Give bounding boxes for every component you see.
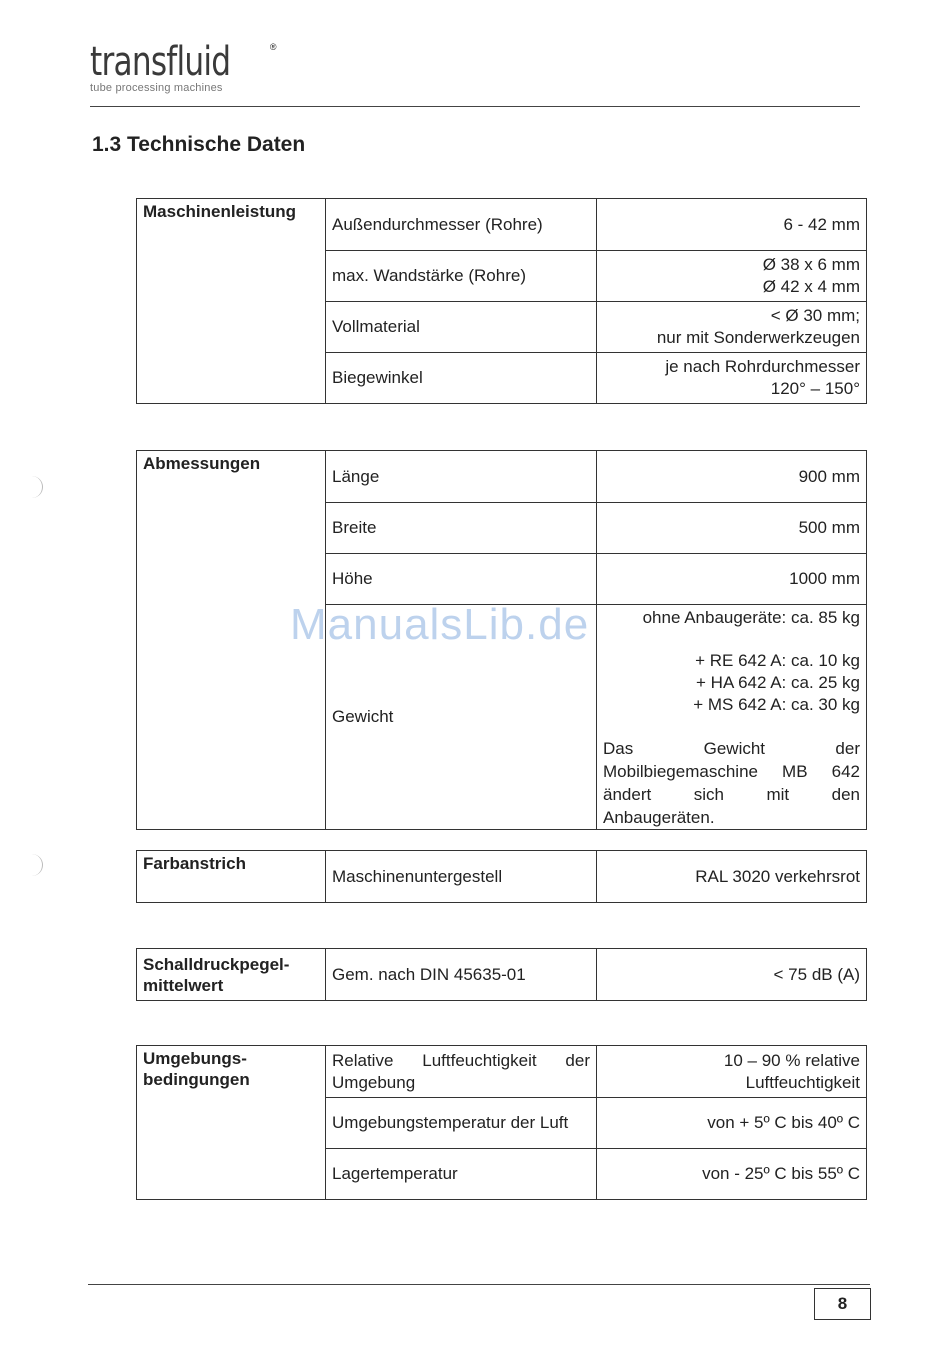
weight-value-cell (597, 605, 867, 830)
property-cell: Außendurchmesser (Rohre) (326, 199, 597, 251)
category-cell (137, 949, 326, 1001)
value-cell (597, 251, 867, 302)
value-cell: RAL 3020 verkehrsrot (597, 851, 867, 903)
scan-hole-mark (28, 476, 43, 498)
category-cell (137, 1046, 326, 1200)
value-cell: 1000 mm (597, 554, 867, 605)
value-cell: von - 25º C bis 55º C (597, 1149, 867, 1200)
value-line: Luftfeuchtigkeit (745, 1072, 860, 1092)
property-cell: Breite (326, 503, 597, 554)
table-row (137, 451, 867, 503)
property-cell: Gem. nach DIN 45635-01 (326, 949, 597, 1001)
weight-note: Das Gewicht der Mobilbiegemaschine MB 642 ändert sich mit den Anbaugeräten. (603, 739, 860, 827)
table-row (137, 851, 867, 903)
property-cell: Biegewinkel (326, 353, 597, 404)
value-line: + RE 642 A: ca. 10 kg (695, 651, 860, 670)
value-cell: 6 - 42 mm (597, 199, 867, 251)
property-cell: Maschinenuntergestell (326, 851, 597, 903)
logo-wordmark: transfluid (90, 39, 231, 85)
property-cell: Vollmaterial (326, 302, 597, 353)
table-sound-level (136, 948, 867, 1001)
category-line: bedingungen (143, 1070, 250, 1089)
property-cell: Lagertemperatur (326, 1149, 597, 1200)
value-cell: < 75 dB (A) (597, 949, 867, 1001)
value-line: + HA 642 A: ca. 25 kg (696, 673, 860, 692)
value-cell (597, 1046, 867, 1098)
category-line: mittelwert (143, 975, 224, 995)
category-cell: Farbanstrich (137, 851, 326, 903)
logo-tagline: tube processing machines (90, 82, 223, 94)
category-line: Umgebungs- (143, 1049, 247, 1068)
table-machine-performance (136, 198, 867, 404)
value-line: Ø 42 x 4 mm (762, 277, 860, 296)
watermark: ManualsLib.de (290, 600, 590, 649)
property-cell: max. Wandstärke (Rohre) (326, 251, 597, 302)
table-environment (136, 1045, 867, 1200)
header-rule (90, 106, 860, 107)
value-cell: 500 mm (597, 503, 867, 554)
value-line: je nach Rohrdurchmesser (665, 357, 860, 376)
property-cell: Höhe (326, 554, 597, 605)
property-cell: Länge (326, 451, 597, 503)
scan-hole-mark (28, 854, 43, 876)
category-cell: Abmessungen (137, 451, 326, 830)
table-paint (136, 850, 867, 903)
table-row (137, 949, 867, 1001)
category-cell: Maschinenleistung (137, 199, 326, 404)
value-cell: 900 mm (597, 451, 867, 503)
value-line: + MS 642 A: ca. 30 kg (693, 695, 860, 714)
table-row (137, 199, 867, 251)
value-line: 120° – 150° (770, 379, 860, 398)
value-line: < Ø 30 mm; (770, 306, 860, 325)
brand-logo (90, 39, 277, 94)
category-line: Schalldruckpegel- (143, 954, 290, 974)
value-line: Ø 38 x 6 mm (762, 255, 860, 274)
value-cell: von + 5º C bis 40º C (597, 1098, 867, 1149)
section-title: 1.3 Technische Daten (92, 133, 306, 156)
property-cell: Relative Luftfeuchtigkeit der Umgebung (326, 1046, 597, 1098)
value-cell (597, 302, 867, 353)
footer-rule (88, 1284, 870, 1285)
value-cell (597, 353, 867, 404)
property-cell: Gewicht (326, 605, 597, 830)
logo-registered-mark: ® (269, 42, 277, 52)
value-line: nur mit Sonderwerkzeugen (656, 328, 860, 347)
table-row (137, 1046, 867, 1098)
page-number: 8 (814, 1288, 871, 1320)
property-cell: Umgebungstemperatur der Luft (326, 1098, 597, 1149)
value-line: 10 – 90 % relative (723, 1050, 860, 1070)
value-line: ohne Anbaugeräte: ca. 85 kg (642, 608, 860, 627)
